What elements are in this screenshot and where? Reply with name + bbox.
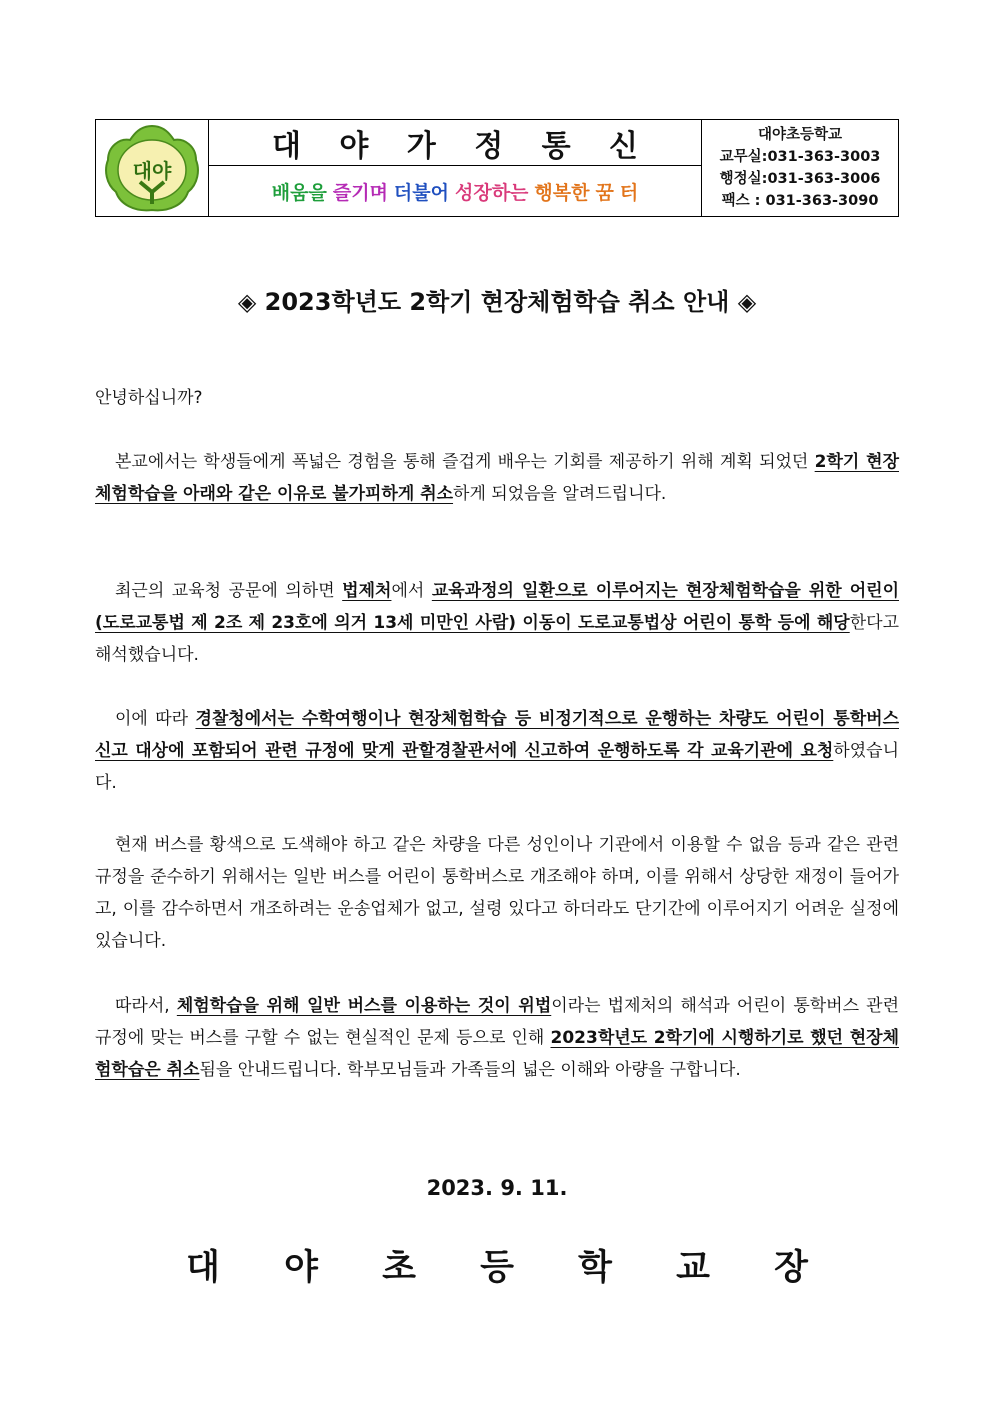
school-logo <box>96 120 209 216</box>
newsletter-title: 대 야 가 정 통 신 <box>209 120 701 166</box>
paragraph-3 <box>95 703 899 799</box>
paragraph-5 <box>95 990 899 1086</box>
emphasis: 교육과정의 일환으로 이루어지는 현장체험학습을 위한 어린이(도로교통법 제 2조 제 23호에 의거 13세 미만인 사람) 이동이 도로교통법상 어린이 통학 등에 해당 <box>95 581 899 633</box>
emphasis: 2023학년도 2학기에 시행하기로 했던 현장체험학습은 취소 <box>95 1028 899 1080</box>
contact-info <box>702 120 898 216</box>
paragraph-2 <box>95 575 899 671</box>
text: 됨을 안내드립니다. 학부모님들과 가족들의 넓은 이해와 아량을 구합니다. <box>199 1060 741 1080</box>
paragraph-1 <box>95 446 899 510</box>
document-title: ◈ 2023학년도 2학기 현장체험학습 취소 안내 ◈ <box>237 288 757 316</box>
text: 하였습니다. <box>95 741 899 793</box>
text: 최근의 교육청 공문에 의하면 <box>115 581 343 601</box>
svg-text:대야: 대야 <box>132 159 172 183</box>
motto-word: 즐기며 <box>332 181 388 204</box>
text: 하게 되었음을 알려드립니다. <box>453 484 667 504</box>
motto-word: 꿈 <box>595 181 614 204</box>
text: 현재 버스를 황색으로 도색해야 하고 같은 차량을 다른 성인이나 기관에서 이용할 수 없음 등과 같은 관련 규정을 준수하기 위해서는 일반 버스를 어린이 통학버스로 개조해야 하며, 이를 위해서 상당한 재정이 들어가고, 이를 감수하면서 개조하려는 운송업체가 없고, 설령 있다고 하더라도 단기간에 이루어지기 어려운 실정에 있습니다. <box>95 835 899 951</box>
text: 따라서, <box>115 996 177 1016</box>
issue-date: 2023. 9. 11. <box>426 1176 568 1200</box>
text: 이에 따라 <box>115 709 196 729</box>
school-emblem-icon <box>100 122 204 214</box>
motto-word: 배움을 <box>271 181 327 204</box>
emphasis: 체험학습을 위해 일반 버스를 이용하는 것이 위법 <box>176 996 552 1016</box>
greeting: 안녕하십니까? <box>95 388 203 408</box>
emphasis: 2학기 현장체험학습을 아래와 같은 이유로 불가피하게 취소 <box>95 452 899 504</box>
admin-phone: 행정실:031-363-3006 <box>719 171 881 187</box>
text: 에서 <box>391 581 432 601</box>
text: 본교에서는 학생들에게 폭넓은 경험을 통해 즐겁게 배우는 기회를 제공하기 위해 계획 되었던 <box>115 452 815 472</box>
text: 이라는 법제처의 해석과 어린이 통학버스 관련 규정에 맞는 버스를 구할 수 없는 현실적인 문제 등으로 인해 <box>95 996 900 1048</box>
newsletter-header <box>95 119 899 217</box>
title-cell <box>209 120 702 216</box>
text: 한다고 해석했습니다. <box>95 613 899 665</box>
paragraph-4 <box>95 829 899 957</box>
principal-signature: 대 야 초 등 학 교 장 <box>186 1248 834 1288</box>
motto-word: 행복한 <box>534 181 590 204</box>
office-phone: 교무실:031-363-3003 <box>719 149 881 165</box>
emphasis: 법제처 <box>342 581 392 601</box>
motto-word: 더불어 <box>393 181 449 204</box>
school-name: 대야초등학교 <box>757 127 843 143</box>
emphasis: 경찰청에서는 수학여행이나 현장체험학습 등 비정기적으로 운행하는 차량도 어린이 통학버스 신고 대상에 포함되어 관련 규정에 맞게 관할경찰관서에 신고하여 운행하도록 각 교육기관에 요청 <box>95 709 899 761</box>
motto-word: 터 <box>619 181 639 204</box>
school-motto <box>209 166 701 216</box>
motto-word: 성장하는 <box>454 181 529 204</box>
fax-number: 팩스 : 031-363-3090 <box>721 193 879 209</box>
